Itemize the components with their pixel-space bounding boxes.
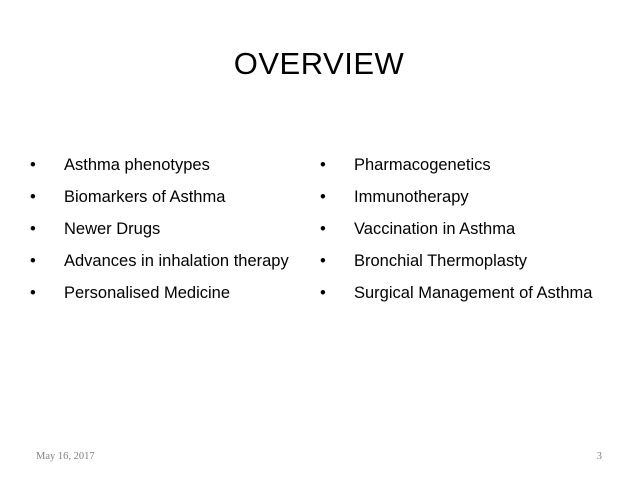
bullet-icon: •: [320, 188, 326, 206]
list-item-text: Immunotherapy: [354, 188, 469, 206]
list-item: [320, 153, 600, 177]
list-item-text: Asthma phenotypes: [64, 156, 210, 174]
list-item-text: Newer Drugs: [64, 220, 161, 238]
list-item: [30, 281, 290, 305]
list-item: [320, 249, 600, 273]
bullet-icon: •: [320, 252, 326, 270]
list-item-text: Bronchial Thermoplasty: [354, 252, 528, 270]
list-item: [30, 217, 290, 241]
list-item: [30, 249, 294, 273]
bullet-icon: •: [30, 252, 36, 270]
bullet-icon: •: [320, 284, 326, 302]
list-item-text: Surgical Management of Asthma: [354, 284, 593, 302]
list-item-text: Vaccination in Asthma: [354, 220, 516, 238]
slide-title: OVERVIEW: [233, 46, 405, 81]
list-item: [30, 185, 290, 209]
list-item: [320, 217, 600, 241]
bullet-icon: •: [30, 156, 36, 174]
list-item: [320, 185, 600, 209]
list-item-text: Pharmacogenetics: [354, 156, 491, 174]
bullet-icon: •: [320, 220, 326, 238]
list-item-text: Advances in inhalation therapy: [64, 252, 289, 270]
list-item: [320, 281, 599, 305]
bullet-icon: •: [30, 220, 36, 238]
list-item-text: Personalised Medicine: [64, 284, 231, 302]
left-bullet-list: [30, 153, 290, 313]
list-item: [30, 153, 290, 177]
bullet-icon: •: [320, 156, 326, 174]
list-item-text: Biomarkers of Asthma: [64, 188, 226, 206]
right-bullet-list: [320, 153, 600, 313]
bullet-icon: •: [30, 188, 36, 206]
page-number: 3: [596, 451, 602, 462]
bullet-icon: •: [30, 284, 36, 302]
footer-date: May 16, 2017: [36, 451, 95, 462]
